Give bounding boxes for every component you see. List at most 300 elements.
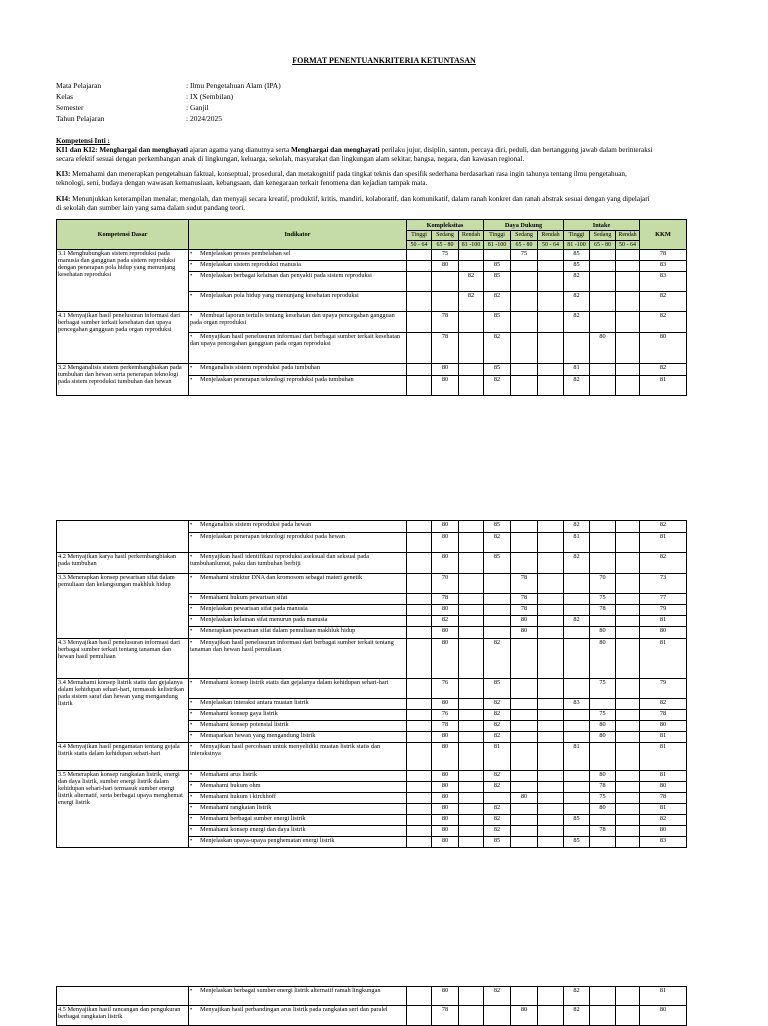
- indikator-text: Menjelaskan berbagai kelainan dan penyakit pada sistem reproduksi: [200, 272, 372, 279]
- score-cell: [511, 679, 538, 699]
- score-cell: 85: [564, 815, 590, 826]
- ki3-paragraph: [56, 170, 656, 188]
- score-cell: 82: [484, 699, 511, 710]
- score-cell: [459, 553, 484, 574]
- kompetensi-dasar-cell: 4.4 Menyajikan hasil pengamatan tentang gejala listrik statis dalam kehidupan sehari-hari: [57, 743, 189, 771]
- kompetensi-dasar-cell: 4.2 Menyajikan karya hasil perkembangbiakan pada tumbuhan: [57, 553, 189, 574]
- indikator-text: Memahami struktur DNA dan kromosom sebagai materi genetik: [200, 574, 363, 581]
- score-cell: [564, 574, 590, 594]
- score-cell: [616, 292, 640, 312]
- score-cell: [511, 987, 538, 1006]
- score-cell: 80: [432, 605, 459, 616]
- indikator-cell: [189, 261, 407, 272]
- score-cell: [590, 376, 616, 396]
- score-cell: [616, 261, 640, 272]
- header-level: Sedang: [511, 231, 538, 241]
- kkm-cell: 81: [640, 376, 687, 396]
- header-range: 81 -100: [564, 241, 590, 250]
- meta-row: [56, 113, 556, 124]
- score-cell: [511, 743, 538, 771]
- score-cell: [538, 261, 564, 272]
- kkm-cell: 80: [640, 1006, 687, 1026]
- indikator-cell: [189, 521, 407, 533]
- score-cell: 80: [432, 627, 459, 639]
- score-cell: [459, 250, 484, 261]
- indikator-text: Memahami hukum i kirchhoff: [200, 793, 276, 800]
- score-cell: 80: [511, 627, 538, 639]
- score-cell: [564, 639, 590, 679]
- kkm-cell: 81: [640, 771, 687, 782]
- score-cell: 82: [484, 376, 511, 396]
- kkm-cell: 81: [640, 987, 687, 1006]
- score-cell: 82: [564, 376, 590, 396]
- kkm-cell: 80: [640, 333, 687, 364]
- score-cell: [407, 533, 432, 553]
- score-cell: 78: [590, 605, 616, 616]
- indikator-cell: [189, 837, 407, 848]
- indikator-cell: [189, 553, 407, 574]
- score-cell: [407, 732, 432, 743]
- score-cell: 80: [432, 699, 459, 710]
- score-cell: 82: [564, 553, 590, 574]
- score-cell: 82: [484, 826, 511, 837]
- indikator-text: Menganalisis sistem reproduksi pada hewan: [200, 521, 312, 528]
- meta-row: [56, 80, 556, 91]
- score-cell: [459, 732, 484, 743]
- indikator-cell: [189, 312, 407, 333]
- ki12-paragraph: [56, 146, 656, 164]
- score-cell: [564, 782, 590, 793]
- score-cell: 75: [511, 250, 538, 261]
- score-cell: [407, 521, 432, 533]
- indikator-cell: [189, 699, 407, 710]
- bullet-icon: •: [190, 782, 193, 789]
- score-cell: [616, 521, 640, 533]
- score-cell: [407, 312, 432, 333]
- score-cell: 81: [564, 533, 590, 553]
- indikator-text: Menjelaskan interaksi antara muatan listrik: [200, 699, 309, 706]
- indikator-cell: [189, 743, 407, 771]
- table-row: [57, 312, 687, 333]
- score-cell: [459, 771, 484, 782]
- score-cell: 85: [564, 250, 590, 261]
- document-title: FORMAT PENENTUANKRITERIA KETUNTASAN: [292, 56, 476, 65]
- indikator-cell: [189, 272, 407, 292]
- score-cell: [564, 594, 590, 605]
- score-cell: 82: [484, 710, 511, 721]
- indikator-cell: [189, 616, 407, 627]
- indikator-text: Menganalisis sistem reproduksi pada tumbuhan: [200, 364, 320, 371]
- score-cell: 80: [432, 533, 459, 553]
- kompetensi-dasar-cell: 3.1 Menghubungkan sistem reproduksi pada manusia dan gangguan pada sistem reproduksi dengan penerapan pola hidup yang menunjang kesehatan reproduksi: [57, 250, 189, 312]
- score-cell: [616, 679, 640, 699]
- bullet-icon: •: [190, 1006, 193, 1013]
- header-kompetensi-dasar: Kompetensi Dasar: [57, 220, 189, 250]
- header-group: Daya Dukung: [484, 220, 564, 231]
- score-cell: [538, 837, 564, 848]
- score-cell: 80: [432, 771, 459, 782]
- kompetensi-dasar-cell: 4.3 Menyajikan hasil penelusuran informasi dari berbagai sumber terkait tentang tanaman dan hewan hasil pemuliaan: [57, 639, 189, 679]
- indikator-text: Menyajikan hasil percobaan untuk menyelidiki muatan listrik statis dan interaksinya: [190, 743, 381, 757]
- indikator-cell: [189, 679, 407, 699]
- score-cell: [511, 553, 538, 574]
- score-cell: 80: [432, 793, 459, 804]
- score-cell: [590, 533, 616, 553]
- kkm-table-page2: [56, 520, 687, 848]
- score-cell: [407, 627, 432, 639]
- score-cell: [616, 594, 640, 605]
- kkm-cell: 83: [640, 261, 687, 272]
- score-cell: [538, 771, 564, 782]
- bullet-icon: •: [190, 533, 193, 540]
- score-cell: [616, 272, 640, 292]
- score-cell: [616, 376, 640, 396]
- table-row: [57, 987, 687, 1006]
- kkm-cell: 81: [640, 533, 687, 553]
- score-cell: [538, 250, 564, 261]
- score-cell: 80: [511, 793, 538, 804]
- score-cell: 85: [484, 272, 511, 292]
- score-cell: 82: [564, 312, 590, 333]
- indikator-text: Memahami konsep gaya listrik: [200, 710, 278, 717]
- indikator-cell: [189, 1006, 407, 1026]
- table-row: [57, 250, 687, 261]
- score-cell: 82: [564, 987, 590, 1006]
- indikator-cell: [189, 364, 407, 376]
- score-cell: 78: [432, 312, 459, 333]
- indikator-text: Menjelaskan penerapan teknologi reproduksi pada hewan: [200, 533, 345, 540]
- score-cell: 80: [511, 1006, 538, 1026]
- bullet-icon: •: [190, 987, 193, 994]
- score-cell: [459, 815, 484, 826]
- score-cell: [407, 364, 432, 376]
- indikator-text: Memahami konsep energi dan daya listrik: [200, 826, 306, 833]
- header-range: 65 - 80: [511, 241, 538, 250]
- score-cell: [538, 272, 564, 292]
- score-cell: 75: [590, 793, 616, 804]
- score-cell: [511, 521, 538, 533]
- header-range: 50 - 64: [616, 241, 640, 250]
- score-cell: [459, 574, 484, 594]
- score-cell: [407, 272, 432, 292]
- score-cell: [616, 732, 640, 743]
- score-cell: [459, 594, 484, 605]
- score-cell: [459, 1006, 484, 1026]
- score-cell: [538, 732, 564, 743]
- meta-key: Mata Pelajaran: [56, 81, 102, 90]
- score-cell: 85: [484, 837, 511, 848]
- indikator-text: Memahami hukum ohm: [200, 782, 261, 789]
- score-cell: 80: [432, 376, 459, 396]
- score-cell: [616, 639, 640, 679]
- header-level: Sedang: [590, 231, 616, 241]
- score-cell: 85: [484, 521, 511, 533]
- ki-heading-text: Kompetensi Inti :: [56, 137, 110, 145]
- score-cell: [407, 553, 432, 574]
- score-cell: [459, 333, 484, 364]
- score-cell: 82: [459, 292, 484, 312]
- score-cell: [407, 837, 432, 848]
- score-cell: [616, 250, 640, 261]
- header-range: 81 -100: [459, 241, 484, 250]
- kkm-cell: 79: [640, 679, 687, 699]
- indikator-cell: [189, 721, 407, 732]
- indikator-text: Menjelaskan proses pembelahan sel: [200, 250, 291, 257]
- score-cell: 83: [564, 699, 590, 710]
- score-cell: 85: [484, 364, 511, 376]
- score-cell: 82: [484, 804, 511, 815]
- ki4-label: KI4:: [56, 195, 71, 203]
- score-cell: [484, 594, 511, 605]
- indikator-cell: [189, 292, 407, 312]
- header-range: 50 - 64: [538, 241, 564, 250]
- ki4-paragraph: [56, 195, 656, 213]
- indikator-cell: [189, 804, 407, 815]
- header-range: 65 - 80: [590, 241, 616, 250]
- score-cell: 70: [432, 574, 459, 594]
- bullet-icon: •: [190, 826, 193, 833]
- score-cell: [538, 616, 564, 627]
- indikator-cell: [189, 782, 407, 793]
- bullet-icon: •: [190, 594, 193, 601]
- meta-key: Kelas: [56, 92, 74, 101]
- score-cell: 82: [484, 782, 511, 793]
- kompetensi-dasar-cell: 3.2 Menganalisis sistem perkembangbiakan pada tumbuhan dan hewan serta penerapan teknologi pada sistem reproduksi tumbuhan dan hewan: [57, 364, 189, 396]
- table-row: [57, 679, 687, 699]
- score-cell: 75: [590, 679, 616, 699]
- score-cell: [538, 594, 564, 605]
- score-cell: [511, 376, 538, 396]
- score-cell: 82: [484, 987, 511, 1006]
- score-cell: [459, 627, 484, 639]
- score-cell: 80: [432, 732, 459, 743]
- kkm-cell: 82: [640, 312, 687, 333]
- score-cell: [484, 250, 511, 261]
- score-cell: [590, 553, 616, 574]
- score-cell: [407, 605, 432, 616]
- header-level: Sedang: [432, 231, 459, 241]
- score-cell: 78: [590, 782, 616, 793]
- score-cell: 75: [590, 710, 616, 721]
- score-cell: [616, 721, 640, 732]
- score-cell: [590, 261, 616, 272]
- bullet-icon: •: [190, 272, 193, 279]
- score-cell: [564, 793, 590, 804]
- score-cell: 82: [484, 815, 511, 826]
- score-cell: [459, 312, 484, 333]
- score-cell: [616, 312, 640, 333]
- indikator-cell: [189, 605, 407, 616]
- score-cell: [590, 743, 616, 771]
- indikator-cell: [189, 574, 407, 594]
- bullet-icon: •: [190, 616, 193, 623]
- score-cell: 85: [484, 261, 511, 272]
- score-cell: [564, 721, 590, 732]
- score-cell: [616, 533, 640, 553]
- bullet-icon: •: [190, 721, 193, 728]
- bullet-icon: •: [190, 837, 193, 844]
- score-cell: [407, 679, 432, 699]
- score-cell: [616, 1006, 640, 1026]
- score-cell: [616, 837, 640, 848]
- indikator-text: Menerapkan pewarisan sifat dalam pemuliaan makhluk hidup: [200, 627, 356, 634]
- kkm-cell: 78: [640, 793, 687, 804]
- score-cell: [459, 837, 484, 848]
- bullet-icon: •: [190, 521, 193, 528]
- score-cell: [407, 987, 432, 1006]
- bullet-icon: •: [190, 699, 193, 706]
- score-cell: [538, 292, 564, 312]
- score-cell: 78: [511, 605, 538, 616]
- score-cell: [538, 627, 564, 639]
- kkm-cell: 80: [640, 721, 687, 732]
- score-cell: 85: [564, 261, 590, 272]
- score-cell: [459, 782, 484, 793]
- header-kkm: KKM: [640, 220, 687, 250]
- indikator-text: Menjelaskan upaya-upaya penghematan energi listrik: [200, 837, 335, 844]
- score-cell: [616, 782, 640, 793]
- score-cell: [511, 732, 538, 743]
- score-cell: 82: [484, 333, 511, 364]
- table-row: [57, 743, 687, 771]
- score-cell: [590, 837, 616, 848]
- score-cell: [459, 793, 484, 804]
- bullet-icon: •: [190, 553, 193, 560]
- header-indikator: Indikator: [189, 220, 407, 250]
- score-cell: [407, 804, 432, 815]
- score-cell: [459, 521, 484, 533]
- indikator-text: Memaparkan hewan yang mengandung listrik: [200, 732, 316, 739]
- score-cell: [407, 793, 432, 804]
- score-cell: [407, 261, 432, 272]
- header-group: Kompleksitas: [407, 220, 484, 231]
- score-cell: [564, 605, 590, 616]
- score-cell: [407, 771, 432, 782]
- indikator-text: Menjelaskan berbagai sumber energi listrik alternatif ramah lingkungan: [200, 987, 381, 994]
- kkm-cell: 82: [640, 521, 687, 533]
- ki12-label: KI1 dan KI2:: [56, 146, 98, 154]
- score-cell: [590, 1006, 616, 1026]
- score-cell: 76: [432, 710, 459, 721]
- table-row: [57, 771, 687, 782]
- score-cell: [616, 804, 640, 815]
- score-cell: [484, 616, 511, 627]
- score-cell: [407, 376, 432, 396]
- score-cell: 82: [484, 292, 511, 312]
- score-cell: [616, 553, 640, 574]
- score-cell: [538, 743, 564, 771]
- score-cell: 76: [432, 679, 459, 699]
- table-row: [57, 364, 687, 376]
- score-cell: [407, 292, 432, 312]
- bullet-icon: •: [190, 815, 193, 822]
- table-row: [57, 1006, 687, 1026]
- score-cell: 80: [590, 639, 616, 679]
- score-cell: 82: [484, 639, 511, 679]
- score-cell: [538, 804, 564, 815]
- kompetensi-dasar-cell: 4.1 Menyajikan hasil penelusuran informasi dari berbagai sumber terkait kesehatan dan upaya pencegahan gangguan pada organ reproduksi: [57, 312, 189, 364]
- score-cell: [538, 521, 564, 533]
- score-cell: 80: [590, 771, 616, 782]
- indikator-cell: [189, 333, 407, 364]
- bullet-icon: •: [190, 312, 193, 319]
- score-cell: [538, 710, 564, 721]
- score-cell: [407, 826, 432, 837]
- score-cell: [616, 826, 640, 837]
- score-cell: 78: [590, 826, 616, 837]
- kkm-cell: 81: [640, 804, 687, 815]
- score-cell: [407, 574, 432, 594]
- indikator-text: Menjelaskan pola hidup yang menunjang kesehatan reproduksi: [200, 292, 359, 299]
- score-cell: [538, 333, 564, 364]
- score-cell: [511, 533, 538, 553]
- score-cell: 80: [590, 721, 616, 732]
- indikator-cell: [189, 771, 407, 782]
- score-cell: 80: [432, 261, 459, 272]
- indikator-cell: [189, 826, 407, 837]
- bullet-icon: •: [190, 793, 193, 800]
- score-cell: [459, 699, 484, 710]
- score-cell: 82: [484, 732, 511, 743]
- score-cell: 75: [590, 594, 616, 605]
- score-cell: [511, 837, 538, 848]
- ki12-text-1: ajaran agama yang dianutnya serta: [188, 146, 291, 154]
- score-cell: 82: [484, 771, 511, 782]
- kkm-cell: 73: [640, 574, 687, 594]
- indikator-cell: [189, 594, 407, 605]
- header-level: Tinggi: [484, 231, 511, 241]
- score-cell: [511, 333, 538, 364]
- score-cell: [564, 804, 590, 815]
- score-cell: [538, 376, 564, 396]
- score-cell: [407, 699, 432, 710]
- indikator-text: Memahami konsep listrik statis dan gejalanya dalam kehidupan sehari-hari: [200, 679, 389, 686]
- bullet-icon: •: [190, 574, 193, 581]
- score-cell: [511, 804, 538, 815]
- score-cell: [538, 782, 564, 793]
- kkm-cell: 79: [640, 605, 687, 616]
- score-cell: 80: [432, 364, 459, 376]
- score-cell: [459, 533, 484, 553]
- score-cell: [511, 292, 538, 312]
- score-cell: 78: [511, 574, 538, 594]
- score-cell: [511, 261, 538, 272]
- score-cell: [590, 292, 616, 312]
- kkm-cell: 81: [640, 616, 687, 627]
- indikator-cell: [189, 376, 407, 396]
- score-cell: [590, 815, 616, 826]
- score-cell: [538, 815, 564, 826]
- score-cell: [459, 639, 484, 679]
- bullet-icon: •: [190, 333, 193, 340]
- bullet-icon: •: [190, 732, 193, 739]
- score-cell: 80: [432, 743, 459, 771]
- score-cell: 80: [432, 553, 459, 574]
- score-cell: [484, 627, 511, 639]
- score-cell: [407, 250, 432, 261]
- score-cell: [511, 699, 538, 710]
- score-cell: [616, 616, 640, 627]
- score-cell: [459, 376, 484, 396]
- score-cell: [616, 815, 640, 826]
- score-cell: [511, 782, 538, 793]
- score-cell: [459, 710, 484, 721]
- score-cell: [590, 699, 616, 710]
- bullet-icon: •: [190, 627, 193, 634]
- ki4-text: Menunjukkan keterampilan menalar, mengolah, dan menyaji secara kreatif, produktif, kritis, mandiri, kolaboratif, dan komunikatif, dalam ranah konkret dan ranah abstrak sesuai dengan yang dipelajari di sekolah dan sumber lain yang sama dalam sudut pandang teori.: [56, 195, 650, 212]
- score-cell: 75: [432, 250, 459, 261]
- score-cell: 80: [590, 804, 616, 815]
